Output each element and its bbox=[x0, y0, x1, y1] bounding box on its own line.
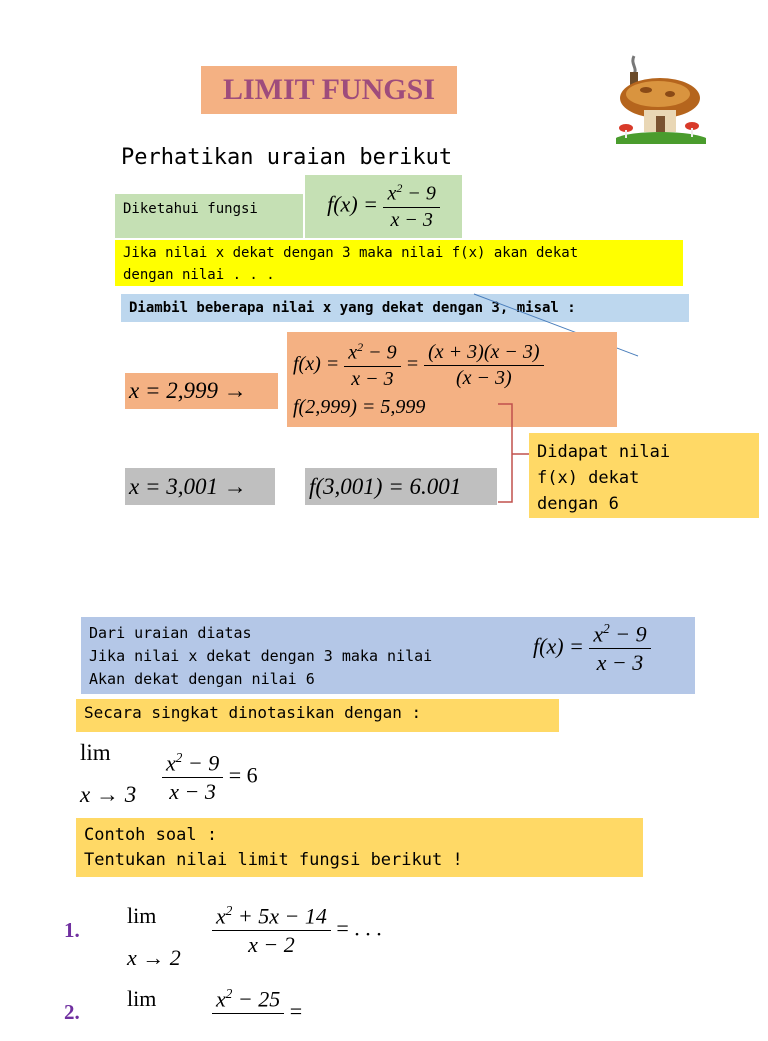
conclusion-line-3: Akan dekat dengan nilai 6 bbox=[89, 670, 315, 688]
main-limit-expression: $\frac{x^2 - 9}{x - 3}$ = 6 bbox=[162, 750, 258, 805]
bracket-connector bbox=[494, 402, 534, 506]
result-box bbox=[529, 433, 759, 518]
x-value-1: x = 2,999 → bbox=[129, 378, 247, 403]
statement-box bbox=[115, 240, 683, 286]
f-value-2: f(3,001) = 6.001 bbox=[309, 473, 462, 499]
known-function-label bbox=[115, 194, 303, 238]
problem-2-lim: lim bbox=[127, 986, 157, 1011]
mushroom-house-icon bbox=[612, 50, 708, 144]
f-value-2-box bbox=[305, 468, 497, 505]
notation-box bbox=[76, 699, 559, 732]
conclusion-box bbox=[81, 617, 695, 694]
x-value-2-box bbox=[125, 468, 275, 505]
x-value-2: x = 3,001 → bbox=[129, 473, 247, 499]
result-line-2: f(x) dekat bbox=[537, 468, 640, 488]
problem-1-number: 1. bbox=[64, 918, 80, 942]
conclusion-line-1: Dari uraian diatas bbox=[89, 624, 252, 642]
title-box bbox=[201, 66, 457, 114]
result-line-1: Didapat nilai bbox=[537, 442, 671, 462]
example-line-1: Contoh soal : bbox=[84, 825, 218, 845]
problem-2-tail: = bbox=[289, 998, 303, 1024]
main-limit-result: = 6 bbox=[228, 762, 258, 788]
section-heading: Perhatikan uraian berikut bbox=[121, 145, 453, 170]
problem-1-lim: lim bbox=[127, 903, 157, 928]
problem-2-expression: $x^2 - 25$ = bbox=[212, 986, 302, 1041]
statement-line-1: Jika nilai x dekat dengan 3 maka nilai f(x) akan dekat bbox=[123, 245, 579, 261]
problem-2-number: 2. bbox=[64, 1000, 80, 1024]
x-value-1-box bbox=[125, 373, 278, 409]
notation-text: Secara singkat dinotasikan dengan : bbox=[84, 703, 422, 722]
problem-1-approach: x → 2 bbox=[127, 945, 181, 970]
result-line-3: dengan 6 bbox=[537, 494, 619, 514]
sample-text: Diambil beberapa nilai x yang dekat dengan 3, misal : bbox=[129, 300, 576, 316]
function-formula: f(x) = $\frac{x^2 - 9}{x - 3}$ bbox=[327, 181, 440, 232]
problem-1-tail: = . . . bbox=[336, 915, 382, 941]
computation-box bbox=[287, 332, 617, 427]
conclusion-text bbox=[89, 622, 432, 691]
example-box bbox=[76, 818, 643, 877]
page-title: LIMIT FUNGSI bbox=[223, 73, 435, 106]
known-function-text: Diketahui fungsi bbox=[123, 201, 258, 217]
conclusion-line-2: Jika nilai x dekat dengan 3 maka nilai bbox=[89, 647, 433, 665]
main-limit-lim: lim bbox=[80, 740, 111, 765]
function-definition bbox=[305, 175, 462, 238]
conclusion-formula: f(x) = $\frac{x^2 - 9}{x - 3}$ bbox=[533, 621, 651, 676]
problem-1-expression: $\frac{x^2 + 5x - 14}{x - 2}$ = . . . bbox=[212, 903, 382, 958]
main-limit-approach: x → 3 bbox=[80, 782, 137, 807]
statement-line-2: dengan nilai . . . bbox=[123, 267, 275, 283]
computation-formula: f(x) = $\frac{x^2 - 9}{x - 3}$ = $\frac{(x + 3)(x - 3)}{(x - 3)}$ bbox=[293, 340, 544, 391]
example-line-2: Tentukan nilai limit fungsi berikut ! bbox=[84, 850, 463, 870]
f-value-1: f(2,999) = 5,999 bbox=[293, 396, 426, 418]
